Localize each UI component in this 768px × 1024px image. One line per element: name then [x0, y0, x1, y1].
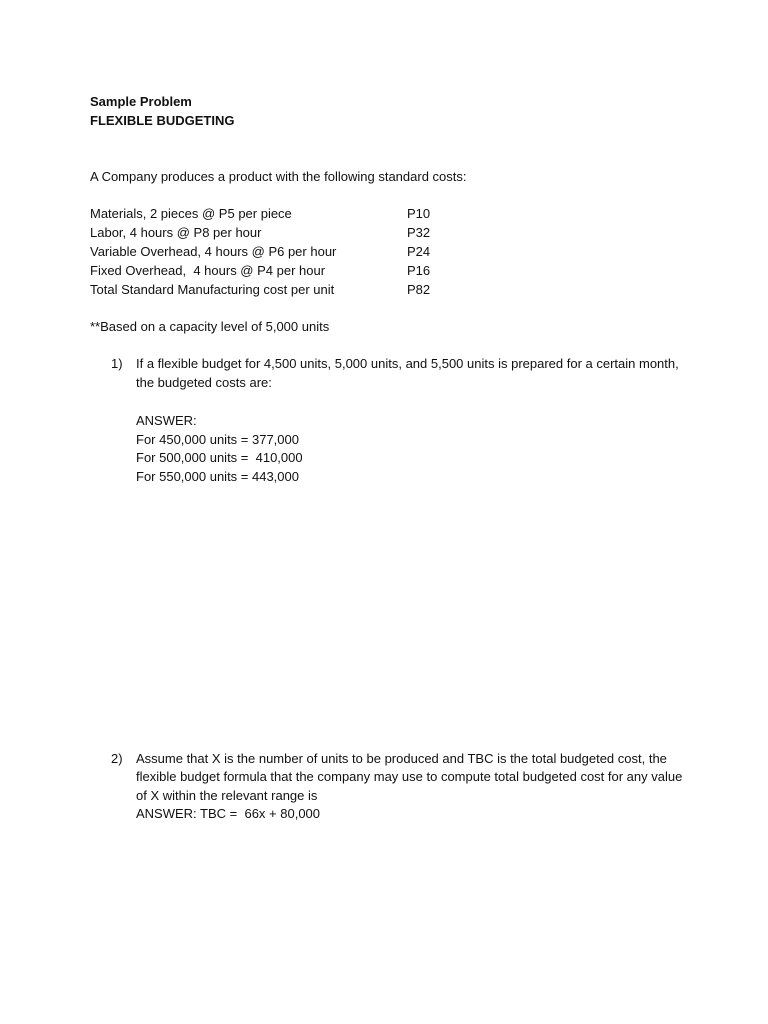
- answer-line: ANSWER: TBC = 66x + 80,000: [136, 806, 321, 821]
- question-text: the budgeted costs are:: [136, 375, 272, 390]
- cost-row-label: Variable Overhead, 4 hours @ P6 per hour: [90, 244, 337, 259]
- question-text: of X within the relevant range is: [136, 788, 318, 803]
- question-text: If a flexible budget for 4,500 units, 5,000 units, and 5,500 units is prepared for a certain month,: [136, 356, 679, 371]
- cost-row-value: P16: [407, 263, 431, 278]
- cost-total-value: P82: [407, 282, 431, 297]
- cost-row-value: P24: [407, 244, 431, 259]
- cost-row-label: Materials, 2 pieces @ P5 per piece: [90, 206, 292, 221]
- question-text: Assume that X is the number of units to be produced and TBC is the total budgeted cost, the: [136, 751, 667, 766]
- capacity-note: **Based on a capacity level of 5,000 units: [90, 319, 330, 334]
- cost-row-value: P32: [407, 225, 431, 240]
- cost-row-label: Fixed Overhead, 4 hours @ P4 per hour: [90, 263, 326, 278]
- answer-line: For 500,000 units = 410,000: [136, 450, 303, 465]
- document-title: Sample Problem: [90, 94, 192, 109]
- cost-row-value: P10: [407, 206, 431, 221]
- question-number: 1): [111, 356, 123, 371]
- question-number: 2): [111, 751, 123, 766]
- document-subtitle: FLEXIBLE BUDGETING: [90, 113, 235, 128]
- cost-total-label: Total Standard Manufacturing cost per unit: [90, 282, 335, 297]
- cost-row-label: Labor, 4 hours @ P8 per hour: [90, 225, 262, 240]
- answer-line: For 450,000 units = 377,000: [136, 432, 299, 447]
- intro-text: A Company produces a product with the following standard costs:: [90, 169, 467, 184]
- answer-line: For 550,000 units = 443,000: [136, 469, 299, 484]
- question-text: flexible budget formula that the company may use to compute total budgeted cost for any value: [136, 769, 683, 784]
- answer-label: ANSWER:: [136, 413, 197, 428]
